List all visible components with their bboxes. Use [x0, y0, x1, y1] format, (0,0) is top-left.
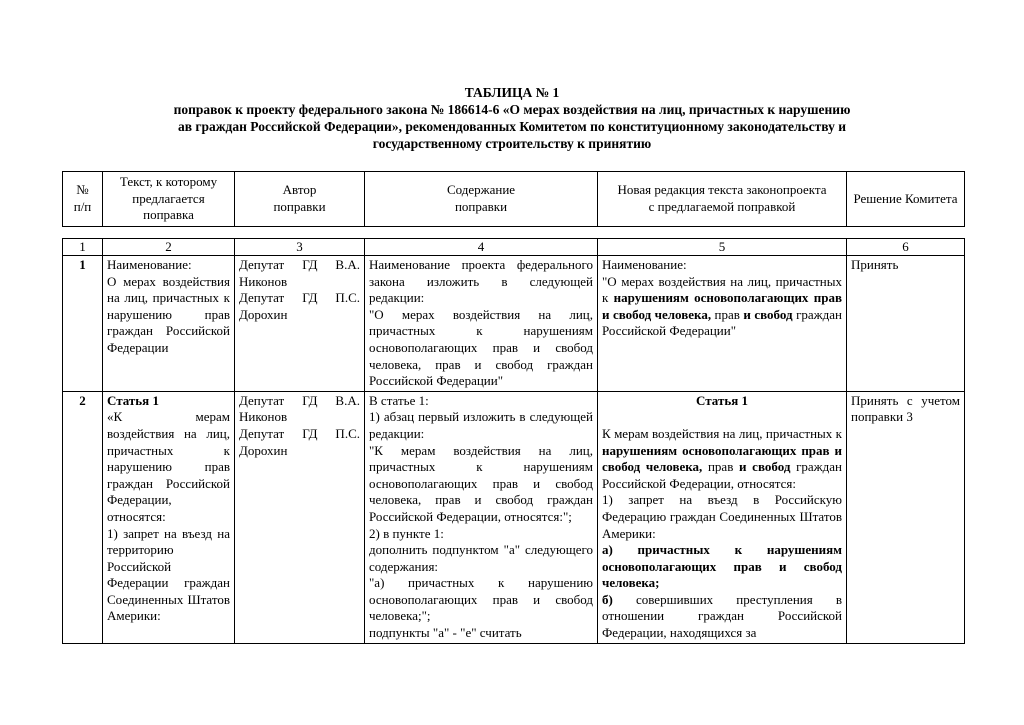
header-new-text: Новая редакция текста законопроекта с предлагаемой поправкой: [598, 172, 847, 227]
table-row: [63, 256, 965, 392]
row-text: Наименование: О мерах воздействия на лиц, причастных к нарушению прав граждан Российской Федерации: [103, 256, 235, 392]
title-line-1: ТАБЛИЦА № 1: [464, 85, 560, 100]
title-line-3: ав граждан Российской Федерации», рекомендованных Комитетом по конституционному законодательству и: [177, 119, 847, 134]
column-number: 3: [235, 239, 365, 256]
row-decision: Принять с учетом поправки 3: [847, 391, 965, 643]
amendments-table: [62, 238, 965, 644]
row-new-text: Наименование: "О мерах воздействия на лиц, причастных к нарушениям основополагающих прав и свобод человека, прав и свобод граждан Российской Федерации": [598, 256, 847, 392]
column-number: 6: [847, 239, 965, 256]
row-number: 2: [63, 391, 103, 643]
row-author: Депутат ГД В.А. Никонов Депутат ГД П.С. Дорохин: [235, 256, 365, 392]
header-row: [63, 172, 965, 227]
title-line-2: поправок к проекту федерального закона № 186614-6 «О мерах воздействия на лиц, причастных к нарушению: [173, 102, 851, 117]
column-number: 5: [598, 239, 847, 256]
column-number: 1: [63, 239, 103, 256]
row-content: Наименование проекта федерального закона изложить в следующей редакции: "О мерах воздействия на лиц, причастных к нарушениям основополагающих прав и свобод человека, прав и свобод граждан Российской Федерации": [365, 256, 598, 392]
header-table: [62, 171, 965, 227]
spacer: [602, 409, 842, 426]
column-number: 4: [365, 239, 598, 256]
row-decision: Принять: [847, 256, 965, 392]
row-content: В статье 1: 1) абзац первый изложить в следующей редакции: "К мерам воздействия на лиц, причастных к нарушениям основополагающих прав и свобод человека, прав и свобод граждан Российской Федерации, относятся:"; 2) в пункте 1: дополнить подпунктом "а" следующего содержания: "а) причастных к нарушению основополагающих прав и свобод человека;"; подпункты "а" - "е" считать: [365, 391, 598, 643]
row-text: Статья 1 «К мерам воздействия на лиц, причастных к нарушению прав граждан Российской Федерации, относятся: 1) запрет на въезд на территорию Российской Федерации граждан Соединенных Штатов Америки:: [103, 391, 235, 643]
header-content: Содержание поправки: [365, 172, 598, 227]
title-line-4: государственному строительству к принятию: [372, 136, 652, 151]
header-text: Текст, к которому предлагается поправка: [103, 172, 235, 227]
column-numbers-row: [63, 239, 965, 256]
header-author: Автор поправки: [235, 172, 365, 227]
table-row: [63, 391, 965, 643]
document-title: [60, 84, 964, 152]
row-author: Депутат ГД В.А. Никонов Депутат ГД П.С. Дорохин: [235, 391, 365, 643]
header-number: № п/п: [63, 172, 103, 227]
row-number: 1: [63, 256, 103, 392]
row-new-text: Статья 1 К мерам воздействия на лиц, причастных к нарушениям основополагающих прав и свобод человека, прав и свобод граждан Российской Федерации, относятся: 1) запрет на въезд в Российскую Федерацию граждан Соединенных Штатов Америки: а) причастных к нарушениям основополагающих прав и свобод человека; б) совершивших преступления в отношении граждан Российской Федерации, находящихся за: [598, 391, 847, 643]
column-number: 2: [103, 239, 235, 256]
header-decision: Решение Комитета: [847, 172, 965, 227]
